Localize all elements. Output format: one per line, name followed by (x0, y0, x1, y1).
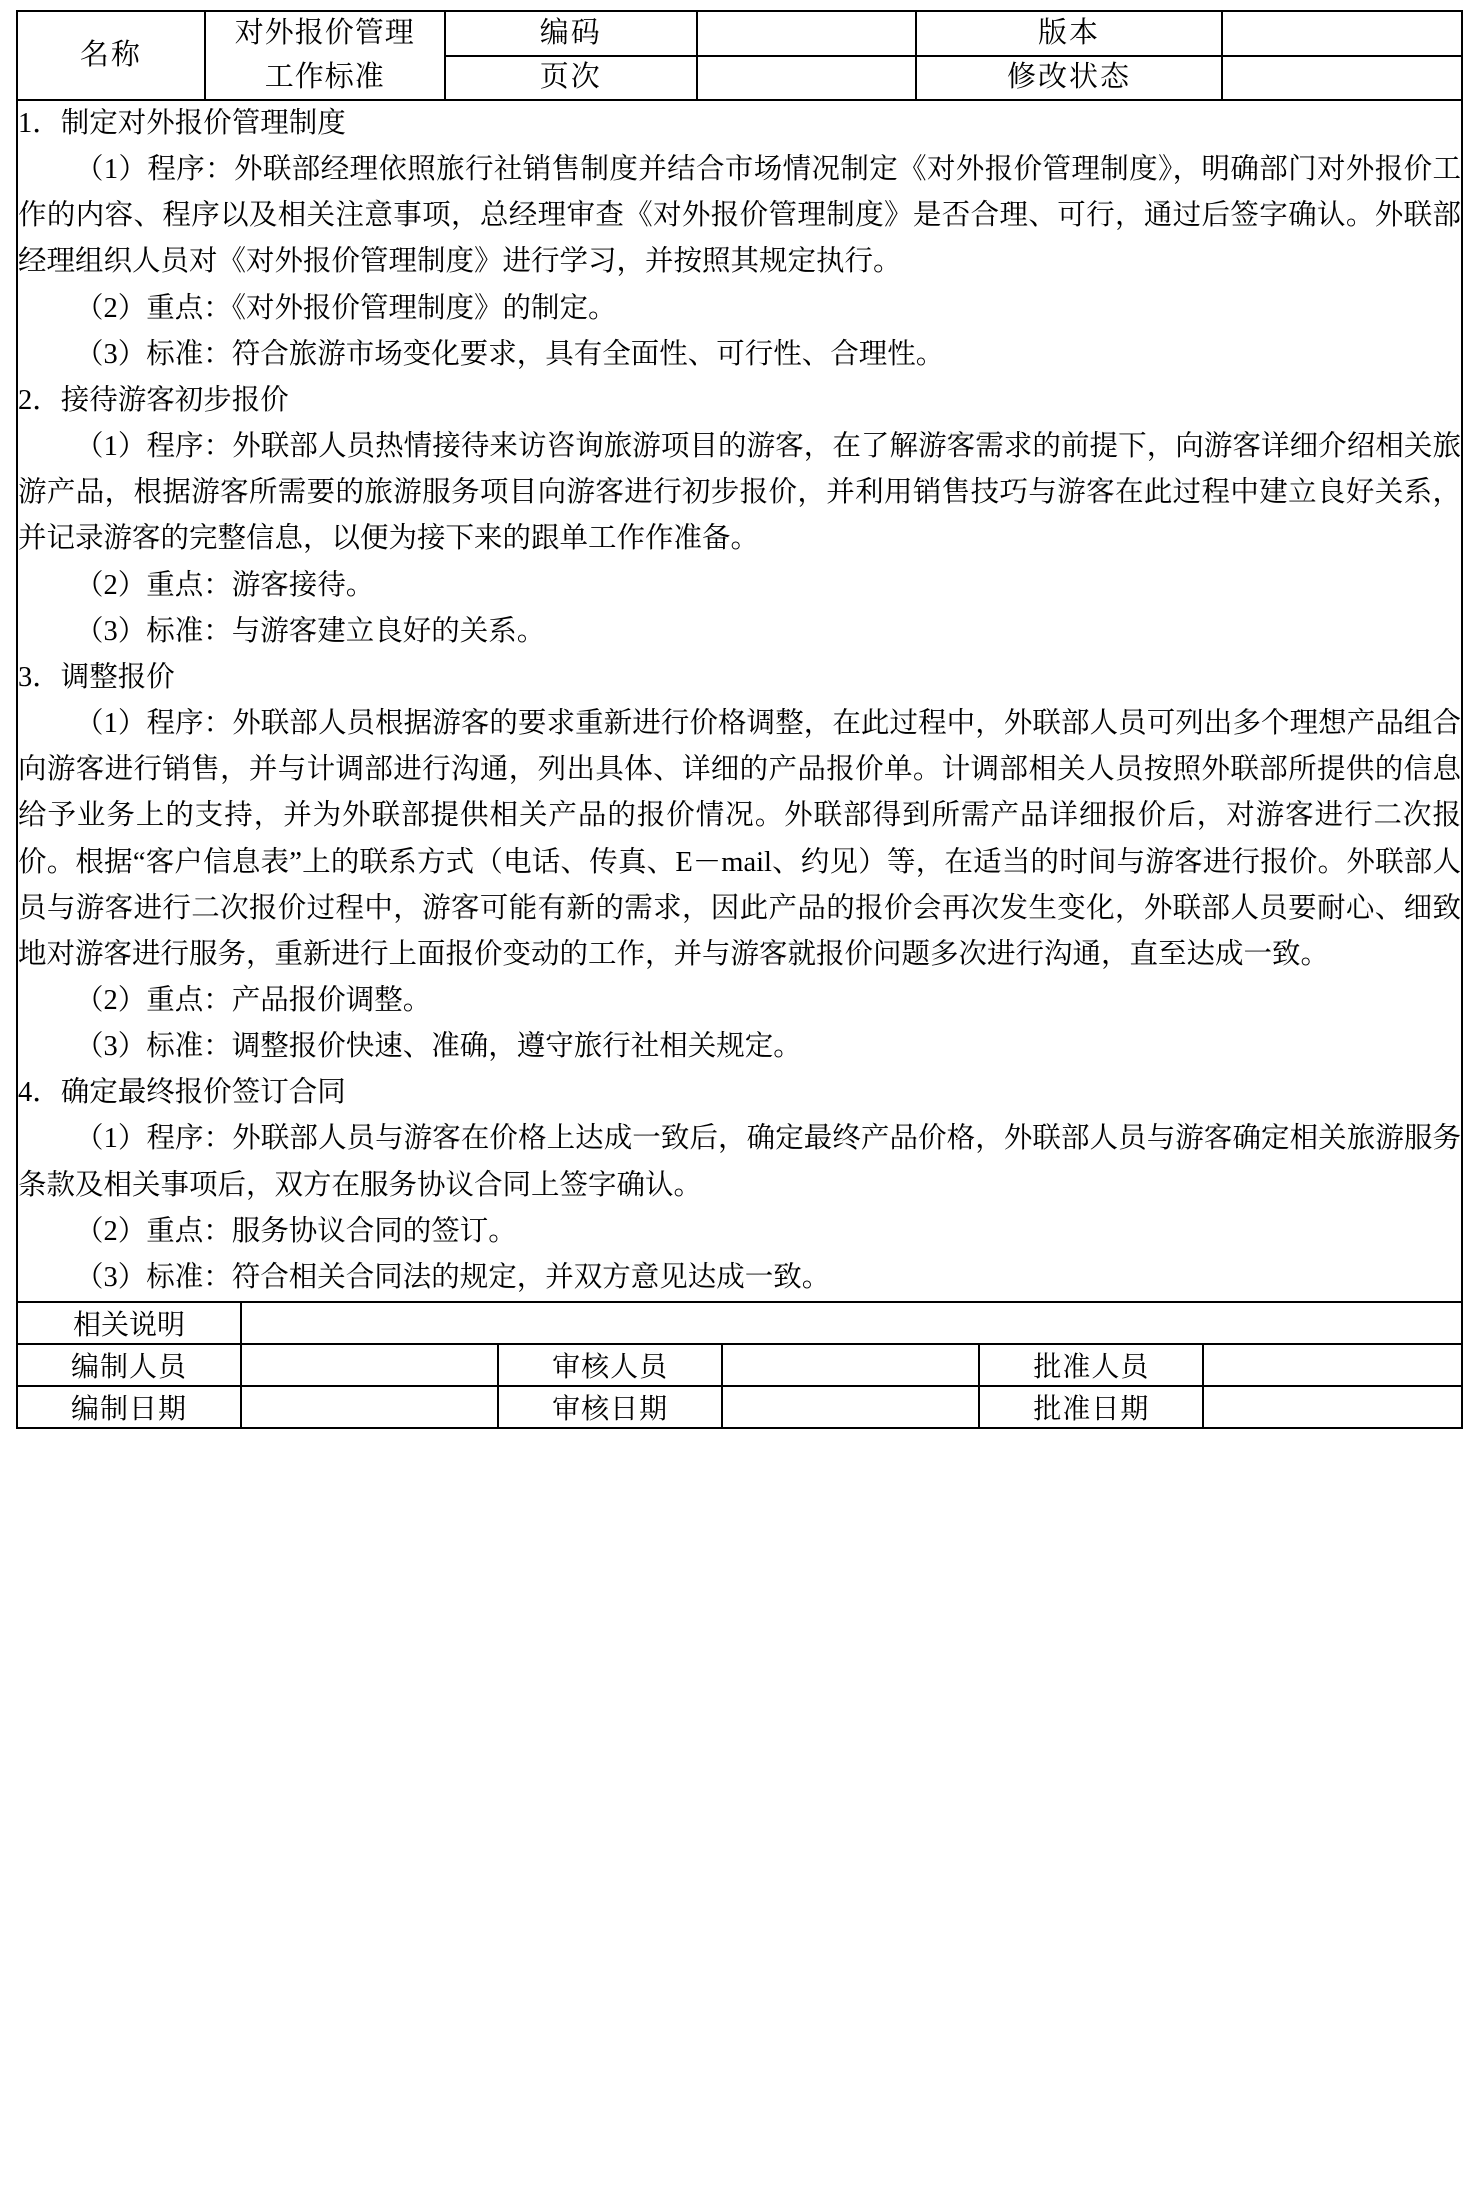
section-item: （2）重点：《对外报价管理制度》的制定。 (75, 292, 617, 324)
approver-label: 批准人员 (979, 1344, 1203, 1386)
section-item: （2）重点：服务协议合同的签订。 (75, 1215, 517, 1247)
section-heading: 2．接待游客初步报价 (18, 384, 289, 416)
table-row (17, 1344, 1462, 1386)
section-item: （1）程序：外联部经理依照旅行社销售制度并结合市场情况制定《对外报价管理制度》，明确部门对外报价工作的内容、程序以及相关注意事项，总经理审查《对外报价管理制度》是否合理、可行，通过后签字确认。外联部经理组织人员对《对外报价管理制度》进行学习，并按照其规定执行。 (18, 154, 1461, 278)
remark-value[interactable] (241, 1302, 1462, 1344)
approver-value[interactable] (1203, 1344, 1462, 1386)
approve-date-value[interactable] (1203, 1386, 1462, 1428)
name-label: 名称 (17, 11, 205, 100)
version-value[interactable] (1222, 11, 1462, 56)
section-heading: 3．调整报价 (18, 661, 175, 693)
section-item: （1）程序：外联部人员根据游客的要求重新进行价格调整，在此过程中，外联部人员可列出多个理想产品组合向游客进行销售，并与计调部进行沟通，列出具体、详细的产品报价单。计调部相关人员按照外联部所提供的信息给予业务上的支持，并为外联部提供相关产品的报价情况。外联部得到所需产品详细报价后，对游客进行二次报价。根据“客户信息表”上的联系方式（电话、传真、E－mail、约见）等，在适当的时间与游客进行报价。外联部人员与游客进行二次报价过程中，游客可能有新的需求，因此产品的报价会再次发生变化，外联部人员要耐心、细致地对游客进行服务，重新进行上面报价变动的工作，并与游客就报价问题多次进行沟通，直至达成一致。 (18, 708, 1461, 970)
reviewer-value[interactable] (722, 1344, 979, 1386)
standard-content (17, 100, 1462, 1302)
review-date-label: 审核日期 (498, 1386, 722, 1428)
table-row (17, 1386, 1462, 1428)
section-item: （3）标准：调整报价快速、准确，遵守旅行社相关规定。 (75, 1031, 802, 1063)
reviewer-label: 审核人员 (498, 1344, 722, 1386)
preparer-value[interactable] (241, 1344, 498, 1386)
section-item: （1）程序：外联部人员与游客在价格上达成一致后，确定最终产品价格，外联部人员与游客确定相关旅游服务条款及相关事项后，双方在服务协议合同上签字确认。 (18, 1123, 1461, 1201)
document-title (205, 11, 445, 100)
code-label: 编码 (445, 11, 697, 56)
section-item: （2）重点：游客接待。 (75, 569, 375, 601)
footer-table (16, 1301, 1463, 1429)
preparer-label: 编制人员 (17, 1344, 241, 1386)
page-label: 页次 (445, 56, 697, 101)
section-item: （3）标准：符合旅游市场变化要求，具有全面性、可行性、合理性。 (75, 338, 945, 370)
approve-date-label: 批准日期 (979, 1386, 1203, 1428)
page-value[interactable] (697, 56, 916, 101)
header-table (16, 10, 1463, 101)
document-title-line1: 对外报价管理 (234, 17, 415, 49)
document-title-line2: 工作标准 (264, 60, 385, 93)
section-item: （1）程序：外联部人员热情接待来访咨询旅游项目的游客，在了解游客需求的前提下，向游客详细介绍相关旅游产品，根据游客所需要的旅游服务项目向游客进行初步报价，并利用销售技巧与游客在此过程中建立良好关系，并记录游客的完整信息，以便为接下来的跟单工作作准备。 (18, 431, 1461, 555)
body-table (16, 99, 1463, 1303)
section-heading: 4．确定最终报价签订合同 (18, 1077, 346, 1109)
revision-label: 修改状态 (916, 56, 1222, 101)
section-item: （3）标准：符合相关合同法的规定，并双方意见达成一致。 (75, 1261, 831, 1293)
section-heading: 1．制定对外报价管理制度 (18, 108, 346, 139)
code-value[interactable] (697, 11, 916, 56)
prepare-date-value[interactable] (241, 1386, 498, 1428)
version-label: 版本 (916, 11, 1222, 56)
section-item: （3）标准：与游客建立良好的关系。 (75, 615, 546, 647)
revision-value[interactable] (1222, 56, 1462, 101)
section-item: （2）重点：产品报价调整。 (75, 984, 432, 1016)
remark-label: 相关说明 (17, 1302, 241, 1344)
prepare-date-label: 编制日期 (17, 1386, 241, 1428)
review-date-value[interactable] (722, 1386, 979, 1428)
